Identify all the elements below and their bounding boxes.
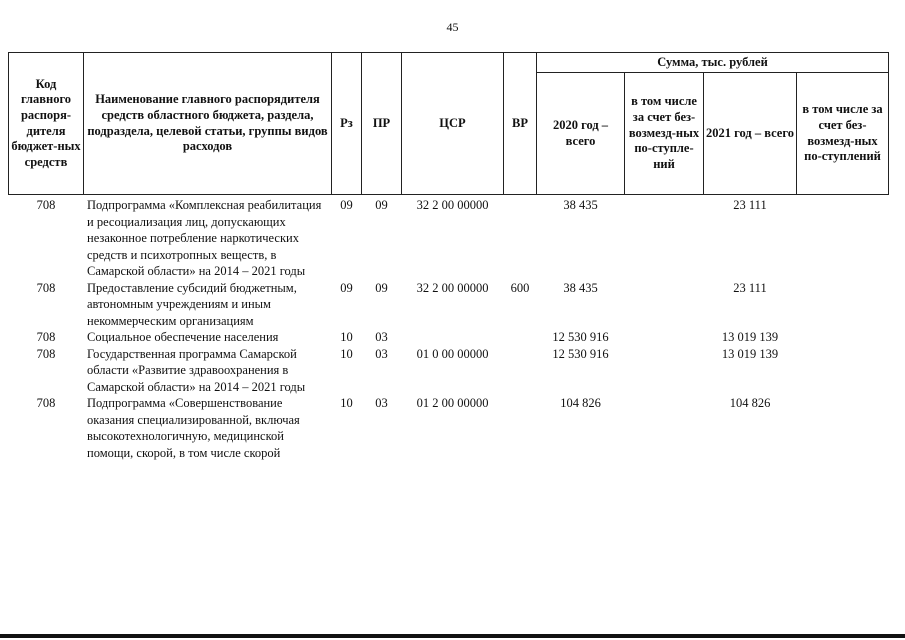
table-header [9, 53, 889, 195]
cell-rz: 09 [340, 198, 353, 212]
cell-2021-total: 23 111 [733, 198, 767, 212]
cell-pr: 03 [375, 330, 388, 344]
budget-table [8, 52, 889, 461]
cell-vr: 600 [510, 280, 530, 295]
cell-2020-free [625, 195, 704, 280]
cell-2021-total: 23 111 [733, 280, 767, 295]
cell-code: 708 [36, 330, 56, 344]
header-name: Наименование главного распорядителя средств областного бюджета, раздела, подраздела, целевой статьи, группы видов расходов [84, 53, 332, 195]
cell-name: Подпрограмма «Совершенствование оказания специализированной, включая высокотехнологичную, медицинской помощи, скорой, в том числе скорой [87, 396, 300, 460]
cell-name: Государственная программа Самарской области «Развитие здравоохранения в Самарской области» на 2014 – 2021 годы [87, 346, 306, 394]
cell-2021-total: 13 019 139 [721, 330, 779, 344]
cell-vr [504, 395, 537, 461]
cell-vr [504, 329, 537, 346]
cell-2020-total: 104 826 [560, 396, 601, 410]
table-row [9, 395, 889, 461]
header-2020-free: в том числе за счет без-возмезд-ных по-ступле-ний [625, 73, 704, 195]
table-row [9, 346, 889, 396]
header-2021-total: 2021 год – всего [704, 73, 797, 195]
header-sum-group: Сумма, тыс. рублей [537, 53, 889, 73]
table-row [9, 329, 889, 346]
cell-2021-free [797, 395, 889, 461]
cell-2021-free [797, 195, 889, 280]
cell-2020-free [625, 280, 704, 330]
cell-name: Социальное обеспечение населения [87, 330, 279, 344]
cell-code: 708 [36, 396, 56, 410]
table-body [9, 195, 889, 462]
cell-2020-total: 38 435 [563, 280, 598, 295]
cell-2020-total: 12 530 916 [552, 346, 609, 361]
cell-2021-free [797, 346, 889, 396]
cell-rz: 10 [340, 346, 353, 361]
cell-pr: 09 [375, 280, 388, 295]
cell-2021-free [797, 280, 889, 330]
cell-2020-free [625, 346, 704, 396]
cell-2021-total: 13 019 139 [721, 346, 779, 361]
cell-2020-total: 12 530 916 [552, 330, 609, 344]
header-vr: ВР [504, 53, 537, 195]
table-row [9, 195, 889, 280]
header-2020-total: 2020 год – всего [537, 73, 625, 195]
header-code: Код главного распоря-дителя бюджет-ных средств [9, 53, 84, 195]
cell-name: Предоставление субсидий бюджетным, автономным учреждениям и иным некоммерческим организациям [87, 280, 297, 328]
table-row [9, 280, 889, 330]
bottom-rule [0, 634, 905, 638]
cell-2020-total: 38 435 [563, 198, 598, 212]
cell-code: 708 [36, 198, 56, 212]
cell-csr: 01 2 00 00000 [416, 396, 489, 410]
cell-csr [402, 329, 504, 346]
cell-rz: 09 [340, 280, 353, 295]
page-number: 45 [446, 20, 459, 34]
cell-rz: 10 [340, 396, 353, 410]
header-pr: ПР [362, 53, 402, 195]
cell-2021-free [797, 329, 889, 346]
cell-vr [504, 346, 537, 396]
cell-pr: 03 [375, 396, 388, 410]
cell-rz: 10 [340, 330, 353, 344]
header-2021-free: в том числе за счет без-возмезд-ных по-ступлений [797, 73, 889, 195]
cell-pr: 09 [375, 198, 388, 212]
header-rz: Рз [332, 53, 362, 195]
cell-2020-free [625, 395, 704, 461]
cell-pr: 03 [375, 346, 388, 361]
cell-csr: 32 2 00 00000 [416, 198, 489, 212]
header-csr: ЦСР [402, 53, 504, 195]
cell-2021-total: 104 826 [729, 396, 771, 410]
cell-code: 708 [36, 280, 56, 295]
cell-name: Подпрограмма «Комплексная реабилитация и ресоциализация лиц, допускающих незаконное потребление наркотических средств и психотропных веществ, в Самарской области» на 2014 – 2021 годы [87, 198, 322, 278]
cell-2020-free [625, 329, 704, 346]
cell-csr: 32 2 00 00000 [416, 280, 489, 295]
cell-code: 708 [36, 346, 56, 361]
cell-vr [504, 195, 537, 280]
cell-csr: 01 0 00 00000 [416, 346, 489, 361]
